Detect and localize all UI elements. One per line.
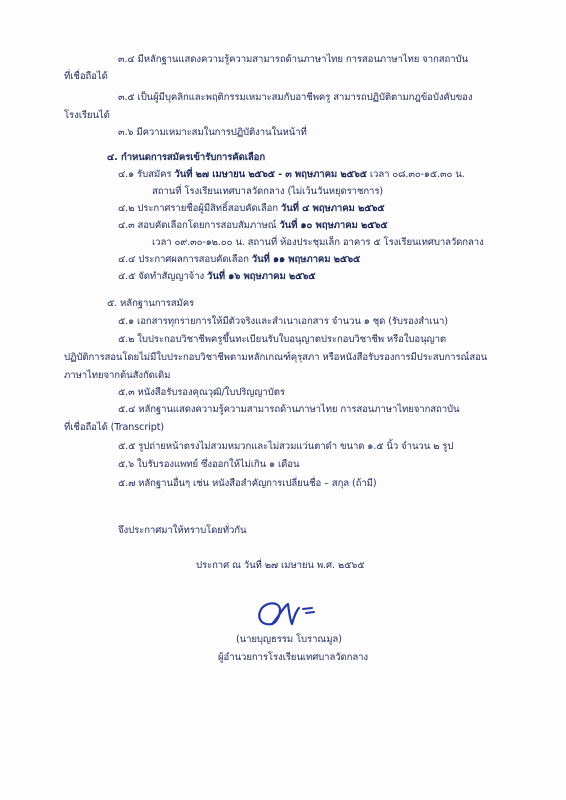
section-4-heading: ๔. กำหนดการสมัครเข้ารับการคัดเลือก: [107, 152, 266, 163]
item-5-1: ๕.๑ เอกสารทุกรายการให้มีตัวจริงและสำเนาเอกสาร จำนวน ๑ ชุด (รับรองสำเนา): [118, 316, 448, 327]
section-5-heading: ๕. หลักฐานการสมัคร: [107, 298, 195, 309]
item-3-5-line1: ๓.๕ เป็นผู้มีบุคลิกและพฤติกรรมเหมาะสมกับอาชีพครู สามารถปฏิบัติตามกฎข้อบังคับของ: [118, 92, 473, 103]
signer-title: ผู้อำนวยการโรงเรียนเทศบาลวัดกลาง: [218, 652, 369, 663]
item-5-4-line1: ๕.๔ หลักฐานแสดงความรู้ความสามารถด้านภาษาไทย การสอนภาษาไทยจากสถาบัน: [118, 404, 460, 415]
item-4-2: ๔.๒ ประกาศรายชื่อผู้มีสิทธิ์สอบคัดเลือก วันที่ ๔ พฤษภาคม ๒๕๖๕: [118, 203, 385, 214]
item-4-4: ๔.๔ ประกาศผลการสอบคัดเลือก วันที่ ๑๑ พฤษภาคม ๒๕๖๕: [118, 254, 361, 265]
item-4-3-line2: เวลา ๐๙.๓๐-๑๒.๐๐ น. สถานที่ ห้องประชุมเล็ก อาคาร ๕ โรงเรียนเทศบาลวัดกลาง: [152, 237, 484, 248]
item-5-2-line1: ๕.๒ ใบประกอบวิชาชีพครูขึ้นทะเบียนรับใบอนุญาตประกอบวิชาชีพ หรือใบอนุญาต: [118, 334, 447, 345]
item-3-4-line2: ที่เชื่อถือได้: [64, 71, 108, 82]
announce-date: ประกาศ ณ วันที่ ๒๗ เมษายน พ.ศ. ๒๕๖๕: [196, 560, 365, 571]
item-3-5-line2: โรงเรียนได้: [64, 110, 110, 121]
item-5-6: ๕.๖ ใบรับรองแพทย์ ซึ่งออกให้ไม่เกิน ๑ เดือน: [118, 459, 300, 470]
announce-text: จึงประกาศมาให้ทราบโดยทั่วกัน: [118, 525, 247, 536]
signer-name: (นายบุญธรรม โบราณมูล): [236, 634, 342, 645]
item-5-4-line2: ที่เชื่อถือได้ (Transcript): [64, 422, 165, 433]
item-3-4-line1: ๓.๔ มีหลักฐานแสดงความรู้ความสามารถด้านภาษาไทย การสอนภาษาไทย จากสถาบัน: [118, 54, 468, 65]
item-4-3: ๔.๓ สอบคัดเลือกโดยการสอบสัมภาษณ์ วันที่ ๑๐ พฤษภาคม ๒๕๖๕: [118, 220, 388, 231]
item-5-7: ๕.๗ หลักฐานอื่นๆ เช่น หนังสือสำคัญการเปลี่ยนชื่อ – สกุล (ถ้ามี): [118, 478, 377, 489]
signature-image: [250, 596, 330, 630]
item-5-3: ๕.๓ หนังสือรับรองคุณวุฒิ/ใบปริญญาบัตร: [118, 387, 285, 398]
item-5-5: ๕.๕ รูปถ่ายหน้าตรงไม่สวมหมวกและไม่สวมแว่นตาดำ ขนาด ๑.๕ นิ้ว จำนวน ๒ รูป: [118, 441, 454, 452]
item-4-5: ๔.๕ จัดทำสัญญาจ้าง วันที่ ๑๖ พฤษภาคม ๒๕๖๕: [118, 271, 316, 282]
item-4-1: ๔.๑ รับสมัคร วันที่ ๒๗ เมษายน ๒๕๖๕ - ๓ พฤษภาคม ๒๕๖๕ เวลา ๐๘.๓๐-๑๕.๓๐ น.: [118, 169, 465, 180]
item-5-2-line2: ปฏิบัติการสอนโดยไม่มีใบประกอบวิชาชีพตามหลักเกณฑ์คุรุสภา หรือหนังสือรับรองการมีประสบการณ์สอน: [64, 352, 488, 363]
item-5-2-line3: ภาษาไทยจากต้นสังกัดเดิม: [64, 370, 171, 381]
item-4-1-line2: สถานที่ โรงเรียนเทศบาลวัดกลาง (ไม่เว้นวันหยุดราชการ): [152, 186, 384, 197]
item-3-6: ๓.๖ มีความเหมาะสมในการปฏิบัติงานในหน้าที่: [118, 127, 307, 138]
